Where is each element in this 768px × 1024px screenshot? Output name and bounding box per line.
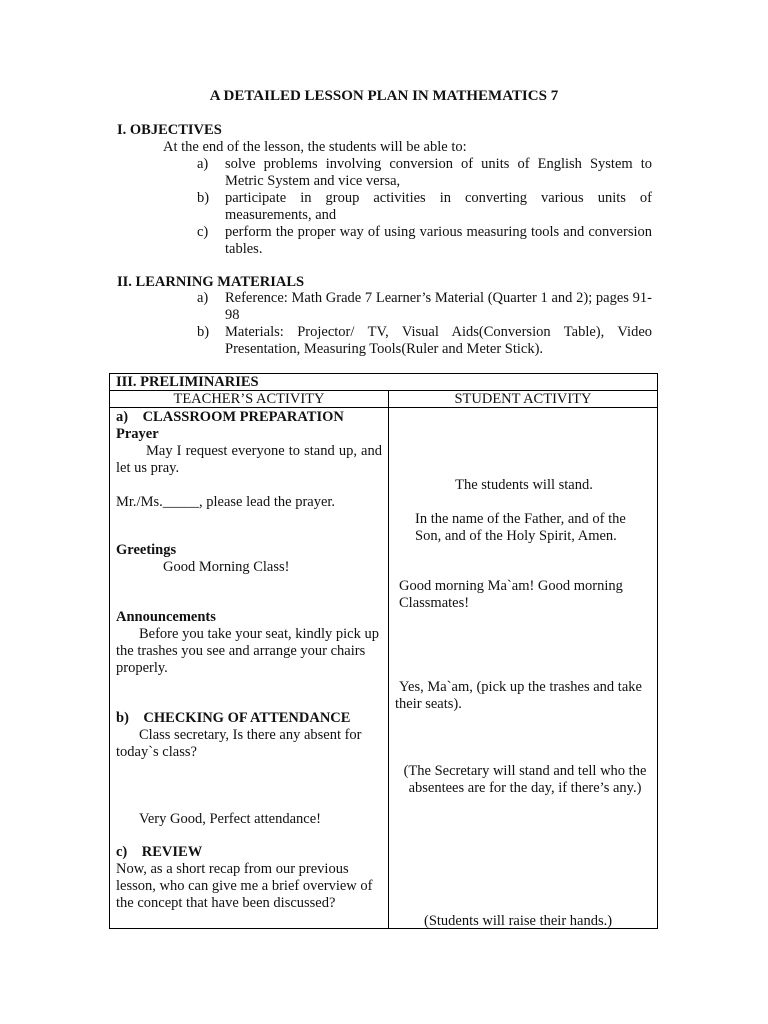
table-title-row	[110, 374, 657, 391]
student-trash-text: Yes, Ma`am, (pick up the trashes and take their seats).	[395, 679, 642, 712]
objectives-heading: I. OBJECTIVES	[117, 122, 222, 138]
student-stand-text: The students will stand.	[455, 477, 593, 493]
student-greeting-text: Good morning Ma`am! Good morning Classmates!	[399, 578, 623, 611]
preliminaries-table	[109, 373, 658, 929]
objectives-intro: At the end of the lesson, the students will be able to:	[163, 139, 467, 155]
greetings-text: Good Morning Class!	[163, 559, 290, 575]
page-title: A DETAILED LESSON PLAN IN MATHEMATICS 7	[209, 88, 559, 104]
material-item	[197, 324, 652, 358]
greetings-heading: Greetings	[116, 542, 177, 558]
objective-text: perform the proper way of using various measuring tools and conversion tables.	[225, 224, 652, 257]
material-marker: b)	[197, 324, 210, 340]
objective-marker: b)	[197, 190, 210, 206]
student-activity-header: STUDENT ACTIVITY	[454, 391, 592, 407]
student-secretary-text: (The Secretary will stand and tell who the absentees are for the day, if there’s any.)	[403, 763, 647, 796]
announcements-heading: Announcements	[116, 609, 216, 625]
objective-item	[197, 224, 652, 258]
objective-item	[197, 190, 652, 224]
student-prayer-text: In the name of the Father, and of the Son, and of the Holy Spirit, Amen.	[415, 511, 626, 544]
review-text: Now, as a short recap from our previous lesson, who can give me a brief overview of the concept that have been discussed?	[116, 861, 373, 911]
review-heading: c) REVIEW	[116, 844, 203, 860]
attendance-heading: b) CHECKING OF ATTENDANCE	[116, 710, 351, 726]
objective-marker: c)	[197, 224, 209, 240]
student-raise-text: (Students will raise their hands.)	[424, 913, 613, 929]
objective-marker: a)	[197, 156, 209, 172]
announcements-text: Before you take your seat, kindly pick up the trashes you see and arrange your chairs properly.	[116, 626, 379, 676]
material-text: Reference: Math Grade 7 Learner’s Material (Quarter 1 and 2); pages 91-98	[225, 290, 652, 323]
objective-item	[197, 156, 652, 190]
objective-text: solve problems involving conversion of units of English System to Metric System and vice versa,	[225, 156, 652, 189]
prayer-text: May I request everyone to stand up, and let us pray.	[116, 443, 382, 476]
material-item	[197, 290, 652, 324]
prayer-lead-text: Mr./Ms._____, please lead the prayer.	[116, 494, 336, 510]
classroom-preparation-heading: a) CLASSROOM PREPARATION	[116, 409, 344, 425]
materials-heading: II. LEARNING MATERIALS	[117, 274, 305, 290]
objective-text: participate in group activities in converting various units of measurements, and	[225, 190, 652, 223]
attendance-text: Class secretary, Is there any absent for today`s class?	[116, 727, 362, 760]
column-divider	[388, 391, 389, 928]
material-text: Materials: Projector/ TV, Visual Aids(Conversion Table), Video Presentation, Measuring Tools(Ruler and Meter Stick).	[225, 324, 652, 357]
teacher-activity-header: TEACHER’S ACTIVITY	[173, 391, 325, 407]
perfect-attendance-text: Very Good, Perfect attendance!	[139, 811, 321, 827]
table-column-header-row	[110, 391, 657, 408]
prayer-heading: Prayer	[116, 426, 159, 442]
material-marker: a)	[197, 290, 209, 306]
preliminaries-heading: III. PRELIMINARIES	[116, 374, 259, 390]
